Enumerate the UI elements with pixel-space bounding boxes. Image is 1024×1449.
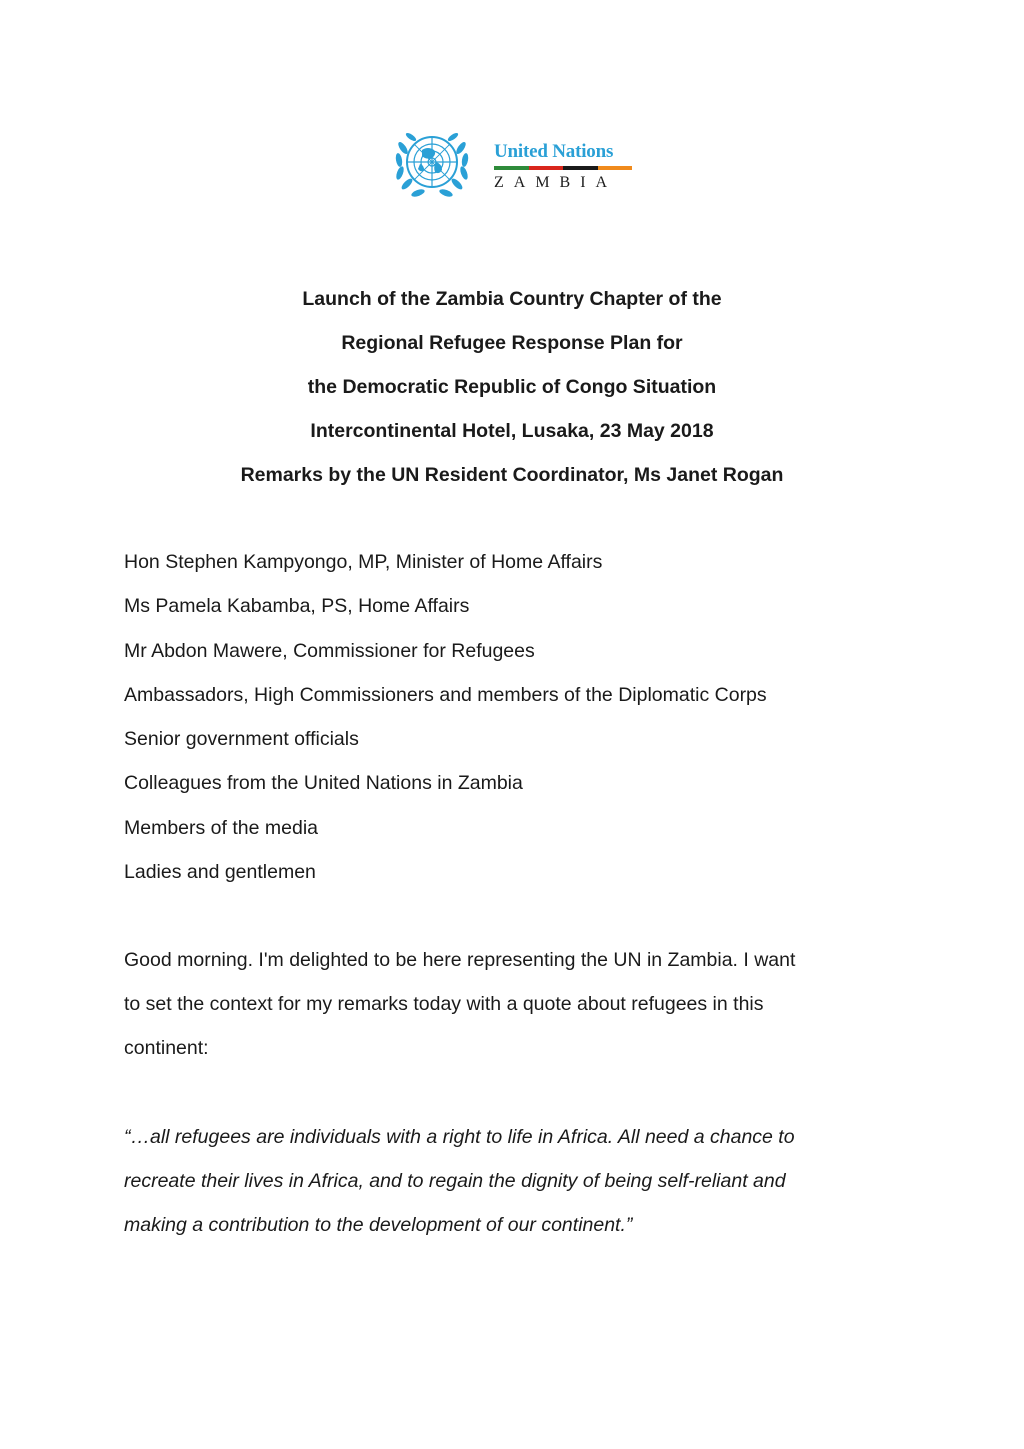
logo-country: ZAMBIA — [494, 174, 618, 191]
heading-line: the Democratic Republic of Congo Situation — [307, 376, 717, 398]
heading-line: Launch of the Zambia Country Chapter of the — [302, 288, 722, 310]
flag-bar-orange — [598, 166, 633, 170]
salutation-line: Ladies and gentlemen — [124, 861, 316, 884]
quote-line: “…all refugees are individuals with a right to life in Africa. All need a chance to — [124, 1126, 795, 1148]
salutation-line: Hon Stephen Kampyongo, MP, Minister of Home Affairs — [124, 551, 603, 573]
salutation-line: Senior government officials — [124, 728, 359, 751]
opening-paragraph — [124, 938, 904, 1070]
zambia-flag-bar — [494, 166, 632, 170]
salutation-list — [124, 540, 767, 894]
paragraph-line: continent: — [124, 1037, 209, 1059]
flag-bar-green — [494, 166, 529, 170]
quote-paragraph — [124, 1115, 904, 1247]
flag-bar-red — [529, 166, 564, 170]
salutation-line: Colleagues from the United Nations in Zambia — [124, 772, 523, 795]
paragraph-line: to set the context for my remarks today with a quote about refugees in this — [124, 993, 764, 1015]
heading-line: Intercontinental Hotel, Lusaka, 23 May 2018 — [310, 420, 714, 442]
paragraph-line: Good morning. I'm delighted to be here representing the UN in Zambia. I want — [124, 949, 796, 971]
salutation-line: Mr Abdon Mawere, Commissioner for Refugees — [124, 639, 535, 662]
un-zambia-logo — [392, 122, 637, 202]
salutation-line: Members of the media — [124, 816, 319, 839]
salutation-line: Ms Pamela Kabamba, PS, Home Affairs — [124, 595, 470, 618]
quote-line: making a contribution to the development of our continent.” — [124, 1214, 633, 1236]
quote-line: recreate their lives in Africa, and to regain the dignity of being self-reliant and — [124, 1170, 786, 1192]
heading-line: Regional Refugee Response Plan for — [341, 332, 683, 354]
heading-line: Remarks by the UN Resident Coordinator, Ms Janet Rogan — [240, 464, 784, 486]
flag-bar-black — [563, 166, 598, 170]
salutation-line: Ambassadors, High Commissioners and members of the Diplomatic Corps — [124, 683, 767, 706]
document-heading — [0, 277, 1024, 497]
un-emblem-icon — [392, 122, 472, 202]
logo-org-name: United Nations — [494, 141, 614, 162]
